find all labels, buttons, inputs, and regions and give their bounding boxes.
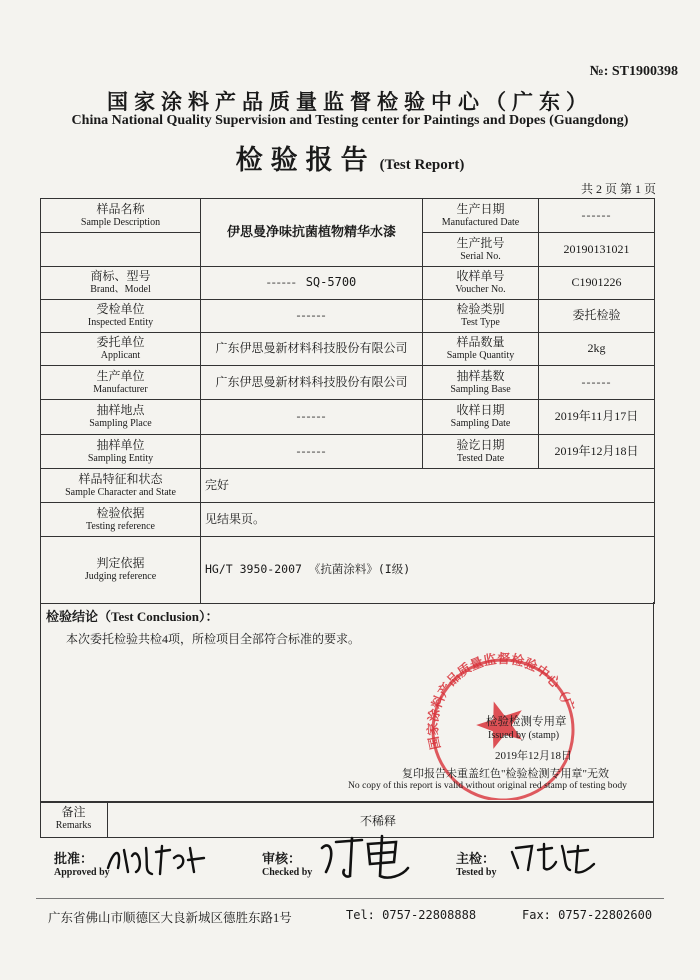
remarks-label: 备注 Remarks — [40, 802, 108, 838]
report-title-en: (Test Report) — [379, 157, 465, 173]
tested-date-value: 2019年12月18日 — [539, 435, 655, 469]
sample-desc-value: 伊思曼净味抗菌植物精华水漆 — [201, 199, 423, 267]
approved-by — [54, 848, 110, 878]
applicant-label: 委托单位 Applicant — [41, 333, 201, 366]
copy-notice-cn: 复印报告未重盖红色"检验检测专用章"无效 — [402, 768, 609, 780]
testing-ref-label: 检验依据 Testing reference — [41, 503, 201, 537]
judging-ref-label: 判定依据 Judging reference — [41, 537, 201, 604]
seal-text: 国家涂料产品质量监督检验中心（广东） — [426, 651, 577, 751]
conclusion-title: 检验结论（Test Conclusion）： — [46, 609, 219, 624]
remarks-value: 不稀释 — [360, 814, 397, 828]
sampling-date-label: 收样日期 Sampling Date — [423, 400, 539, 435]
testing-ref-value: 见结果页。 — [201, 503, 655, 537]
center-title-cn: 国家涂料产品质量监督检验中心（广东） — [107, 90, 593, 114]
sampling-place-label: 抽样地点 Sampling Place — [41, 400, 201, 435]
tester-signature — [508, 838, 598, 878]
checked-by — [262, 848, 312, 878]
brand-label: 商标、型号 Brand、Model — [41, 267, 201, 300]
quantity-label: 样品数量 Sample Quantity — [423, 333, 539, 366]
test-type-label: 检验类别 Test Type — [423, 300, 539, 333]
judging-ref-value: HG/T 3950-2007 《抗菌涂料》(I级) — [201, 537, 655, 604]
checker-signature — [316, 832, 416, 882]
serial-label: 生产批号 Serial No. — [423, 233, 539, 267]
footer-address: 广东省佛山市顺德区大良新城区德胜东路1号 — [48, 911, 292, 925]
center-title-en: China National Quality Supervision and Testing center for Paintings and Dopes (Guangdong) — [71, 113, 629, 128]
footer-tel: Tel: 0757-22808888 — [346, 908, 477, 922]
checked-label-en: Checked by — [262, 867, 313, 878]
tested-label-cn: 主检： — [456, 851, 496, 866]
sample-desc-label: 样品名称 Sample Description — [41, 199, 201, 233]
report-title — [0, 138, 700, 177]
voucher-label: 收样单号 Voucher No. — [423, 267, 539, 300]
footer-fax: Fax: 0757-22802600 — [522, 908, 653, 922]
manufacturer-value: 广东伊思曼新材料科技股份有限公司 — [201, 366, 423, 400]
sampling-entity-value: ------ — [201, 435, 423, 469]
voucher-value: C1901226 — [539, 267, 655, 300]
sampling-date-value: 2019年11月17日 — [539, 400, 655, 435]
sample-desc-label-cont — [41, 233, 201, 267]
footer-divider — [36, 898, 664, 899]
character-value: 完好 — [201, 469, 655, 503]
approved-label-cn: 批准： — [54, 851, 94, 866]
inspected-label: 受检单位 Inspected Entity — [41, 300, 201, 333]
character-label: 样品特征和状态 Sample Character and State — [41, 469, 201, 503]
serial-value: 20190131021 — [539, 233, 655, 267]
sampling-base-label: 抽样基数 Sampling Base — [423, 366, 539, 400]
page-count: 共 2 页 第 1 页 — [580, 182, 656, 196]
info-table — [40, 198, 655, 604]
mfg-date-label: 生产日期 Manufactured Date — [423, 199, 539, 233]
manufacturer-label: 生产单位 Manufacturer — [41, 366, 201, 400]
inspected-value: ------ — [201, 300, 423, 333]
test-type-value: 委托检验 — [539, 300, 655, 333]
approver-signature — [104, 838, 214, 882]
stamp-label-en: Issued by (stamp) — [488, 730, 560, 741]
applicant-value: 广东伊思曼新材料科技股份有限公司 — [201, 333, 423, 366]
tested-date-label: 验讫日期 Tested Date — [423, 435, 539, 469]
conclusion-text: 本次委托检验共检4项，所检项目全部符合标准的要求。 — [66, 632, 361, 646]
quantity-value: 2kg — [539, 333, 655, 366]
report-title-cn: 检验报告 — [235, 145, 376, 175]
sampling-base-value: ------ — [539, 366, 655, 400]
report-number: №: ST1900398 — [589, 64, 678, 79]
mfg-date-value: ------ — [539, 199, 655, 233]
stamp-label-cn: 检验检测专用章 — [486, 716, 567, 728]
approved-label-en: Approved by — [54, 867, 110, 878]
sampling-place-value: ------ — [201, 400, 423, 435]
stamp-date: 2019年12月18日 — [495, 750, 572, 762]
copy-notice-en: No copy of this report is valid without original red stamp of testing body — [348, 780, 627, 791]
checked-label-cn: 审核： — [262, 851, 302, 866]
tested-by — [456, 848, 496, 878]
brand-value: ------ SQ-5700 — [201, 267, 423, 300]
tested-label-en: Tested by — [456, 867, 497, 878]
sampling-entity-label: 抽样单位 Sampling Entity — [41, 435, 201, 469]
